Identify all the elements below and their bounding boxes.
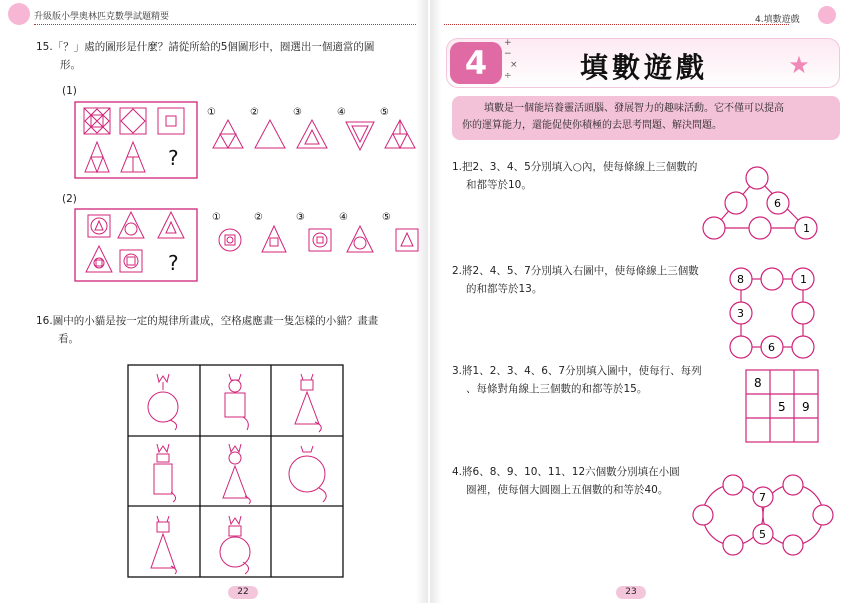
given-number: 6 — [774, 197, 781, 210]
chapter-number-badge: 4 — [450, 42, 502, 84]
triangle-circle-square-figure — [86, 246, 112, 272]
star-mascot-icon: ★ — [788, 51, 810, 79]
given-number: 6 — [768, 341, 775, 354]
q3-text: 3.將1、2、3、4、6、7分別填入圖中，使每行、每列 、每條對角線上三個數的和都等於15。 — [452, 365, 702, 395]
cat-figure — [295, 374, 321, 432]
blank-circle — [813, 505, 833, 525]
q2-square-diagram — [725, 264, 825, 362]
q15-figures — [0, 0, 428, 300]
given-number: 9 — [802, 400, 810, 414]
given-number: 1 — [800, 273, 807, 286]
cat-figure — [289, 446, 326, 502]
cat-grid — [125, 362, 346, 580]
given-number: 5 — [778, 400, 786, 414]
option-2-figure — [255, 120, 285, 148]
option-3-figure — [309, 229, 331, 251]
blank-circle — [783, 535, 803, 555]
right-page — [430, 0, 857, 603]
blank-circle — [723, 535, 743, 555]
blank-circle — [725, 192, 747, 214]
option-5-label: ⑤ — [382, 212, 391, 223]
triangle-triangle-figure — [158, 212, 184, 238]
triangle-circle-figure — [118, 212, 144, 238]
q15-text: 15.「？」處的圖形是什麼？請從所給的5個圖形中，圈選出一個適當的圖 形。 — [36, 41, 375, 71]
q4-text: 4.將6、8、9、10、11、12六個數分別填在小圓 圈裡，使每個大圓圈上五個數的和等於40。 — [452, 466, 680, 496]
chapter-header: 4.填數遊戲 — [755, 15, 800, 25]
option-3-figure — [297, 120, 327, 148]
option-4-figure — [346, 122, 374, 150]
q2-text: 2.將2、4、5、7分別填入右圖中，使每條線上三個數 的和都等於13。 — [452, 265, 699, 295]
option-4-figure — [347, 226, 373, 252]
chapter-title: 填數遊戲 — [580, 51, 709, 84]
book-header: 升級版小學奧林匹克數學試題精要 — [34, 12, 170, 22]
option-2-figure — [262, 226, 286, 252]
q1-text: 1.把2、3、4、5分別填入○內，使每條線上三個數的 和都等於10。 — [452, 161, 698, 191]
square-diamond-square-figure — [84, 108, 110, 134]
cat-figure — [220, 516, 250, 574]
blank-circle — [792, 302, 814, 324]
given-number: 3 — [737, 307, 744, 320]
option-1-figure — [219, 229, 241, 251]
q15-part1-label: (1) — [62, 85, 77, 97]
blank-circle — [723, 475, 743, 495]
blank-circle — [703, 217, 725, 239]
subdivided-triangle-figure — [85, 142, 109, 172]
blank-circle — [749, 217, 771, 239]
q3-magic-square — [744, 368, 820, 444]
option-5-figure — [385, 120, 415, 148]
left-page — [0, 0, 428, 603]
blank-circle — [761, 268, 783, 290]
blank-circle — [792, 336, 814, 358]
given-number: 8 — [754, 376, 762, 390]
option-2-label: ② — [254, 212, 263, 223]
cat-figure — [223, 444, 250, 504]
option-1-figure — [213, 120, 243, 148]
option-3-label: ③ — [293, 107, 302, 118]
blank-circle — [783, 475, 803, 495]
page-number: 22 — [228, 586, 258, 599]
q1-triangle-diagram — [686, 158, 857, 248]
blank-circle — [730, 336, 752, 358]
question-mark: ? — [168, 251, 179, 275]
option-5-label: ⑤ — [380, 107, 389, 118]
math-symbols: + − × ÷ — [504, 38, 518, 81]
blank-circle — [746, 167, 768, 189]
square-circle-triangle-figure — [88, 215, 110, 237]
nested-squares-figure — [158, 108, 184, 134]
question-mark: ? — [168, 146, 179, 170]
option-2-label: ② — [250, 107, 259, 118]
q15-part2-label: (2) — [62, 193, 77, 205]
blank-circle — [693, 505, 713, 525]
cat-figure — [154, 444, 176, 502]
option-1-label: ① — [212, 212, 221, 223]
option-1-label: ① — [207, 107, 216, 118]
square-diamond-figure — [120, 108, 146, 134]
q16-text: 16.圖中的小貓是按一定的規律所畫成，空格處應畫一隻怎樣的小貓？畫畫 看。 — [36, 315, 379, 345]
given-number: 5 — [759, 528, 766, 541]
given-number: 7 — [759, 491, 766, 504]
given-number: 1 — [803, 222, 810, 235]
square-circle-square-figure — [120, 250, 142, 272]
given-number: 8 — [737, 273, 744, 286]
option-4-label: ④ — [337, 107, 346, 118]
cat-figure — [225, 374, 248, 430]
mascot-icon — [818, 6, 836, 24]
header-divider — [444, 24, 789, 25]
option-4-label: ④ — [339, 212, 348, 223]
option-3-label: ③ — [296, 212, 305, 223]
cat-figure — [148, 374, 178, 430]
page-number: 23 — [616, 586, 646, 599]
cat-figure — [151, 516, 176, 574]
q4-circles-diagram — [688, 468, 838, 568]
option-5-figure — [396, 229, 418, 251]
subdivided-triangle-figure — [121, 142, 145, 172]
intro-box: 填數是一個能培養靈活頭腦、發展智力的趣味活動。它不僅可以提高 你的運算能力，還能促使你積極的去思考問題、解決問題。 — [452, 96, 840, 140]
